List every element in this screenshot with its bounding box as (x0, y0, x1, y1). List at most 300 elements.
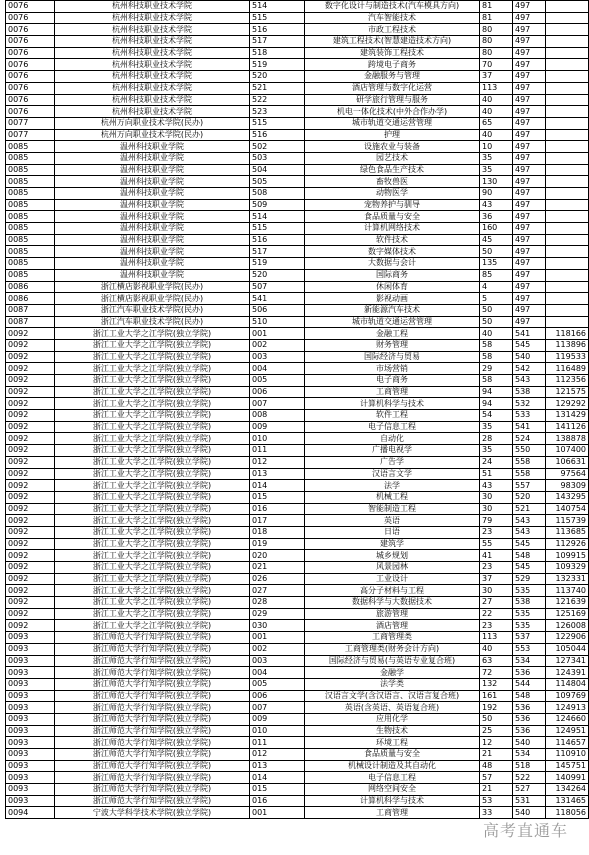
plan-count-cell: 65 (480, 117, 513, 129)
score-cell: 497 (513, 316, 546, 328)
major-name-cell: 影视动画 (305, 293, 480, 305)
school-code-cell: 0087 (6, 316, 55, 328)
school-name-cell: 浙江工业大学之江学院(独立学院) (55, 538, 250, 550)
plan-count-cell: 40 (480, 328, 513, 340)
plan-count-cell: 80 (480, 36, 513, 48)
major-name-cell: 法学类 (305, 678, 480, 690)
table-row (6, 690, 589, 702)
major-code-cell: 001 (250, 807, 305, 819)
major-name-cell: 绿色食品生产技术 (305, 164, 480, 176)
table-row (6, 608, 589, 620)
rank-cell (546, 211, 589, 223)
school-code-cell: 0092 (6, 328, 55, 340)
plan-count-cell: 33 (480, 807, 513, 819)
plan-count-cell: 63 (480, 655, 513, 667)
plan-count-cell: 80 (480, 47, 513, 59)
rank-cell (546, 59, 589, 71)
school-code-cell: 0092 (6, 468, 55, 480)
score-cell: 497 (513, 59, 546, 71)
rank-cell (546, 281, 589, 293)
major-name-cell: 应用化学 (305, 713, 480, 725)
major-code-cell: 015 (250, 784, 305, 796)
major-name-cell: 建筑工程技术(智慧建造技术方向) (305, 36, 480, 48)
score-cell: 497 (513, 1, 546, 13)
major-name-cell: 汽车智能技术 (305, 12, 480, 24)
plan-count-cell: 113 (480, 632, 513, 644)
school-name-cell: 浙江工业大学之江学院(独立学院) (55, 328, 250, 340)
major-name-cell: 食品质量与安全 (305, 211, 480, 223)
score-cell: 497 (513, 188, 546, 200)
major-name-cell: 国际经济与贸易 (305, 351, 480, 363)
school-name-cell: 温州科技职业学院 (55, 211, 250, 223)
plan-count-cell: 35 (480, 445, 513, 457)
major-code-cell: 029 (250, 608, 305, 620)
major-code-cell: 506 (250, 304, 305, 316)
school-name-cell: 杭州科技职业技术学院 (55, 82, 250, 94)
school-code-cell: 0093 (6, 690, 55, 702)
major-name-cell: 自动化 (305, 433, 480, 445)
plan-count-cell: 113 (480, 82, 513, 94)
table-row (6, 655, 589, 667)
school-code-cell: 0076 (6, 94, 55, 106)
rank-cell (546, 316, 589, 328)
rank-cell: 141126 (546, 421, 589, 433)
school-code-cell: 0093 (6, 702, 55, 714)
rank-cell (546, 129, 589, 141)
school-name-cell: 浙江师范大学行知学院(独立学院) (55, 643, 250, 655)
school-code-cell: 0092 (6, 433, 55, 445)
school-code-cell: 0094 (6, 807, 55, 819)
plan-count-cell: 29 (480, 363, 513, 375)
school-code-cell: 0085 (6, 269, 55, 281)
school-name-cell: 温州科技职业学院 (55, 152, 250, 164)
major-code-cell: 026 (250, 573, 305, 585)
school-name-cell: 浙江师范大学行知学院(独立学院) (55, 725, 250, 737)
major-name-cell: 研学旅行管理与服务 (305, 94, 480, 106)
plan-count-cell: 4 (480, 281, 513, 293)
plan-count-cell: 50 (480, 316, 513, 328)
major-code-cell: 014 (250, 772, 305, 784)
plan-count-cell: 28 (480, 433, 513, 445)
school-code-cell: 0093 (6, 760, 55, 772)
rank-cell: 116489 (546, 363, 589, 375)
plan-count-cell: 55 (480, 538, 513, 550)
plan-count-cell: 22 (480, 608, 513, 620)
school-name-cell: 温州科技职业学院 (55, 141, 250, 153)
rank-cell (546, 12, 589, 24)
plan-count-cell: 43 (480, 480, 513, 492)
rank-cell: 122906 (546, 632, 589, 644)
table-row (6, 573, 589, 585)
school-code-cell: 0092 (6, 585, 55, 597)
major-name-cell: 新能源汽车技术 (305, 304, 480, 316)
rank-cell (546, 141, 589, 153)
score-cell: 524 (513, 433, 546, 445)
rank-cell: 124951 (546, 725, 589, 737)
table-row (6, 632, 589, 644)
rank-cell (546, 24, 589, 36)
school-name-cell: 杭州万向职业技术学院(民办) (55, 129, 250, 141)
major-name-cell: 英语 (305, 515, 480, 527)
plan-count-cell: 35 (480, 421, 513, 433)
major-name-cell: 市政工程技术 (305, 24, 480, 36)
school-name-cell: 杭州科技职业技术学院 (55, 59, 250, 71)
major-code-cell: 011 (250, 737, 305, 749)
major-code-cell: 016 (250, 795, 305, 807)
score-cell: 497 (513, 164, 546, 176)
plan-count-cell: 85 (480, 269, 513, 281)
major-code-cell: 018 (250, 526, 305, 538)
rank-cell: 114657 (546, 737, 589, 749)
plan-count-cell: 48 (480, 760, 513, 772)
school-name-cell: 浙江汽车职业技术学院(民办) (55, 316, 250, 328)
table-row (6, 597, 589, 609)
score-cell: 497 (513, 82, 546, 94)
table-row (6, 258, 589, 270)
school-code-cell: 0085 (6, 234, 55, 246)
major-code-cell: 008 (250, 410, 305, 422)
rank-cell (546, 94, 589, 106)
school-code-cell: 0092 (6, 538, 55, 550)
major-code-cell: 516 (250, 234, 305, 246)
major-name-cell: 建筑学 (305, 538, 480, 550)
school-name-cell: 杭州科技职业技术学院 (55, 1, 250, 13)
school-code-cell: 0076 (6, 36, 55, 48)
plan-count-cell: 135 (480, 258, 513, 270)
plan-count-cell: 94 (480, 386, 513, 398)
major-code-cell: 518 (250, 47, 305, 59)
rank-cell (546, 47, 589, 59)
major-name-cell: 生物技术 (305, 725, 480, 737)
plan-count-cell: 53 (480, 795, 513, 807)
major-code-cell: 006 (250, 690, 305, 702)
school-name-cell: 浙江工业大学之江学院(独立学院) (55, 620, 250, 632)
major-name-cell: 金融学 (305, 667, 480, 679)
major-name-cell: 工商管理类(财务会计方向) (305, 643, 480, 655)
major-code-cell: 523 (250, 106, 305, 118)
plan-count-cell: 5 (480, 293, 513, 305)
score-cell: 537 (513, 632, 546, 644)
plan-count-cell: 36 (480, 211, 513, 223)
score-cell: 548 (513, 690, 546, 702)
major-name-cell: 数据科学与大数据技术 (305, 597, 480, 609)
table-row (6, 398, 589, 410)
school-code-cell: 0085 (6, 246, 55, 258)
school-code-cell: 0092 (6, 620, 55, 632)
major-code-cell: 004 (250, 667, 305, 679)
plan-count-cell: 23 (480, 620, 513, 632)
major-code-cell: 519 (250, 59, 305, 71)
score-cell: 545 (513, 339, 546, 351)
score-cell: 497 (513, 234, 546, 246)
score-cell: 542 (513, 363, 546, 375)
major-name-cell: 汉语言文学 (305, 468, 480, 480)
school-name-cell: 浙江工业大学之江学院(独立学院) (55, 480, 250, 492)
major-name-cell: 城市轨道交通运营管理 (305, 316, 480, 328)
rank-cell: 124660 (546, 713, 589, 725)
plan-count-cell: 161 (480, 690, 513, 702)
plan-count-cell: 160 (480, 223, 513, 235)
school-name-cell: 浙江工业大学之江学院(独立学院) (55, 608, 250, 620)
table-row (6, 117, 589, 129)
school-name-cell: 温州科技职业学院 (55, 176, 250, 188)
rank-cell: 105044 (546, 643, 589, 655)
major-name-cell: 宠物养护与驯导 (305, 199, 480, 211)
major-name-cell: 环境工程 (305, 737, 480, 749)
school-code-cell: 0076 (6, 47, 55, 59)
table-row (6, 456, 589, 468)
school-code-cell: 0092 (6, 503, 55, 515)
plan-count-cell: 27 (480, 597, 513, 609)
rank-cell: 125169 (546, 608, 589, 620)
major-code-cell: 515 (250, 12, 305, 24)
school-code-cell: 0092 (6, 363, 55, 375)
school-code-cell: 0092 (6, 515, 55, 527)
major-code-cell: 508 (250, 188, 305, 200)
school-name-cell: 浙江工业大学之江学院(独立学院) (55, 562, 250, 574)
major-code-cell: 011 (250, 445, 305, 457)
school-code-cell: 0093 (6, 632, 55, 644)
rank-cell: 109329 (546, 562, 589, 574)
major-code-cell: 012 (250, 456, 305, 468)
rank-cell: 115739 (546, 515, 589, 527)
score-cell: 543 (513, 526, 546, 538)
school-code-cell: 0085 (6, 152, 55, 164)
school-code-cell: 0093 (6, 713, 55, 725)
major-code-cell: 010 (250, 725, 305, 737)
school-name-cell: 浙江工业大学之江学院(独立学院) (55, 503, 250, 515)
major-code-cell: 007 (250, 398, 305, 410)
major-code-cell: 006 (250, 386, 305, 398)
rank-cell (546, 82, 589, 94)
plan-count-cell: 23 (480, 526, 513, 538)
rank-cell: 112356 (546, 375, 589, 387)
plan-count-cell: 25 (480, 725, 513, 737)
score-cell: 534 (513, 749, 546, 761)
school-code-cell: 0092 (6, 573, 55, 585)
score-cell: 543 (513, 515, 546, 527)
major-code-cell: 030 (250, 620, 305, 632)
major-code-cell: 003 (250, 351, 305, 363)
plan-count-cell: 57 (480, 772, 513, 784)
rank-cell: 143295 (546, 491, 589, 503)
major-name-cell: 数字媒体技术 (305, 246, 480, 258)
table-row (6, 316, 589, 328)
table-row (6, 82, 589, 94)
major-code-cell: 001 (250, 632, 305, 644)
major-name-cell: 休闲体育 (305, 281, 480, 293)
school-name-cell: 杭州科技职业技术学院 (55, 36, 250, 48)
rank-cell (546, 71, 589, 83)
table-row (6, 188, 589, 200)
rank-cell (546, 234, 589, 246)
table-row (6, 152, 589, 164)
major-code-cell: 027 (250, 585, 305, 597)
rank-cell: 140991 (546, 772, 589, 784)
plan-count-cell: 81 (480, 1, 513, 13)
rank-cell (546, 199, 589, 211)
plan-count-cell: 21 (480, 749, 513, 761)
rank-cell (546, 293, 589, 305)
table-row (6, 445, 589, 457)
plan-count-cell: 37 (480, 573, 513, 585)
table-row (6, 667, 589, 679)
table-row (6, 94, 589, 106)
major-name-cell: 软件工程 (305, 410, 480, 422)
score-cell: 540 (513, 351, 546, 363)
school-name-cell: 宁波大学科学技术学院(独立学院) (55, 807, 250, 819)
school-code-cell: 0092 (6, 398, 55, 410)
major-code-cell: 009 (250, 421, 305, 433)
plan-count-cell: 58 (480, 339, 513, 351)
plan-count-cell: 58 (480, 375, 513, 387)
major-code-cell: 519 (250, 258, 305, 270)
table-row (6, 421, 589, 433)
school-code-cell: 0093 (6, 643, 55, 655)
rank-cell (546, 304, 589, 316)
major-code-cell: 541 (250, 293, 305, 305)
school-name-cell: 浙江师范大学行知学院(独立学院) (55, 760, 250, 772)
school-name-cell: 浙江师范大学行知学院(独立学院) (55, 784, 250, 796)
school-code-cell: 0092 (6, 456, 55, 468)
major-code-cell: 516 (250, 24, 305, 36)
major-code-cell: 517 (250, 246, 305, 258)
school-code-cell: 0085 (6, 211, 55, 223)
plan-count-cell: 54 (480, 410, 513, 422)
school-name-cell: 杭州科技职业技术学院 (55, 24, 250, 36)
table-row (6, 176, 589, 188)
plan-count-cell: 40 (480, 643, 513, 655)
school-code-cell: 0093 (6, 772, 55, 784)
major-code-cell: 503 (250, 152, 305, 164)
rank-cell: 110910 (546, 749, 589, 761)
rank-cell: 121575 (546, 386, 589, 398)
major-name-cell: 网络空间安全 (305, 784, 480, 796)
table-row (6, 410, 589, 422)
major-code-cell: 007 (250, 702, 305, 714)
score-cell: 521 (513, 503, 546, 515)
plan-count-cell: 72 (480, 667, 513, 679)
school-name-cell: 浙江师范大学行知学院(独立学院) (55, 795, 250, 807)
rank-cell: 124391 (546, 667, 589, 679)
score-cell: 535 (513, 620, 546, 632)
major-code-cell: 021 (250, 562, 305, 574)
plan-count-cell: 50 (480, 713, 513, 725)
admission-score-table (5, 0, 589, 819)
major-name-cell: 计算机科学与技术 (305, 795, 480, 807)
table-row (6, 468, 589, 480)
school-code-cell: 0092 (6, 526, 55, 538)
school-name-cell: 温州科技职业学院 (55, 223, 250, 235)
score-cell: 497 (513, 258, 546, 270)
plan-count-cell: 10 (480, 141, 513, 153)
school-name-cell: 浙江工业大学之江学院(独立学院) (55, 410, 250, 422)
major-name-cell: 广告学 (305, 456, 480, 468)
school-name-cell: 温州科技职业学院 (55, 164, 250, 176)
score-cell: 541 (513, 328, 546, 340)
plan-count-cell: 70 (480, 59, 513, 71)
school-name-cell: 浙江工业大学之江学院(独立学院) (55, 573, 250, 585)
major-code-cell: 028 (250, 597, 305, 609)
score-cell: 543 (513, 375, 546, 387)
rank-cell: 107400 (546, 445, 589, 457)
school-code-cell: 0093 (6, 784, 55, 796)
table-row (6, 713, 589, 725)
major-name-cell: 机械工程 (305, 491, 480, 503)
major-code-cell: 517 (250, 36, 305, 48)
rank-cell: 113740 (546, 585, 589, 597)
table-row (6, 620, 589, 632)
score-cell: 497 (513, 246, 546, 258)
school-code-cell: 0085 (6, 188, 55, 200)
score-cell: 534 (513, 655, 546, 667)
rank-cell: 98309 (546, 480, 589, 492)
score-cell: 497 (513, 117, 546, 129)
table-row (6, 375, 589, 387)
score-cell: 497 (513, 24, 546, 36)
major-code-cell: 017 (250, 515, 305, 527)
table-row (6, 129, 589, 141)
score-cell: 497 (513, 176, 546, 188)
table-row (6, 211, 589, 223)
score-cell: 553 (513, 643, 546, 655)
major-name-cell: 护理 (305, 129, 480, 141)
school-name-cell: 浙江师范大学行知学院(独立学院) (55, 713, 250, 725)
school-code-cell: 0076 (6, 82, 55, 94)
rank-cell: 131429 (546, 410, 589, 422)
score-cell: 536 (513, 713, 546, 725)
major-name-cell: 国际经济与贸易(与英语专业复合班) (305, 655, 480, 667)
major-code-cell: 507 (250, 281, 305, 293)
plan-count-cell: 40 (480, 129, 513, 141)
major-code-cell: 001 (250, 328, 305, 340)
rank-cell: 97564 (546, 468, 589, 480)
score-cell: 536 (513, 667, 546, 679)
major-code-cell: 009 (250, 713, 305, 725)
score-cell: 557 (513, 480, 546, 492)
score-cell: 529 (513, 573, 546, 585)
score-cell: 536 (513, 725, 546, 737)
watermark: 高考直通车 (482, 821, 568, 840)
table-row (6, 293, 589, 305)
score-cell: 538 (513, 597, 546, 609)
school-code-cell: 0092 (6, 491, 55, 503)
plan-count-cell: 41 (480, 550, 513, 562)
score-cell: 540 (513, 807, 546, 819)
school-code-cell: 0093 (6, 667, 55, 679)
table-row (6, 246, 589, 258)
school-name-cell: 浙江工业大学之江学院(独立学院) (55, 468, 250, 480)
score-cell: 540 (513, 737, 546, 749)
score-cell: 520 (513, 491, 546, 503)
plan-count-cell: 90 (480, 188, 513, 200)
table-row (6, 164, 589, 176)
table-row (6, 749, 589, 761)
major-code-cell: 002 (250, 643, 305, 655)
school-name-cell: 杭州万向职业技术学院(民办) (55, 117, 250, 129)
score-cell: 558 (513, 456, 546, 468)
major-name-cell: 酒店管理 (305, 620, 480, 632)
table-row (6, 760, 589, 772)
major-code-cell: 005 (250, 375, 305, 387)
plan-count-cell: 50 (480, 304, 513, 316)
major-name-cell: 计算机科学与技术 (305, 398, 480, 410)
plan-count-cell: 79 (480, 515, 513, 527)
score-cell: 497 (513, 152, 546, 164)
rank-cell: 113685 (546, 526, 589, 538)
major-name-cell: 工商管理类 (305, 632, 480, 644)
plan-count-cell: 30 (480, 491, 513, 503)
